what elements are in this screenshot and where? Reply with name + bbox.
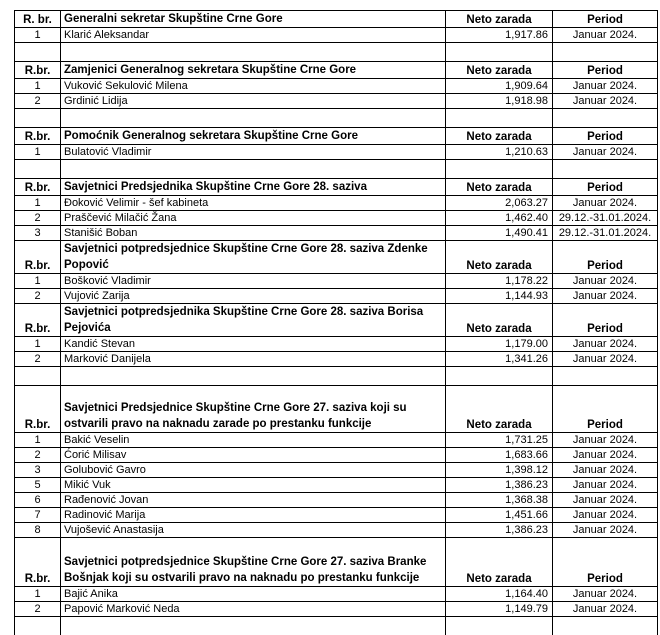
section-header [15,241,658,274]
row-number: 3 [15,226,61,241]
period-header: Period [553,128,658,145]
spacer-cell [446,367,553,386]
section-spacer [15,160,658,179]
spacer-cell [553,160,658,179]
period-value: Januar 2024. [553,289,658,304]
row-number: 2 [15,448,61,463]
period-value: Januar 2024. [553,274,658,289]
table-row [15,145,658,160]
spacer-cell [15,109,61,128]
period-header: Period [553,11,658,28]
section-spacer [15,109,658,128]
table-row [15,289,658,304]
employee-name: Stanišić Boban [61,226,446,241]
period-value: Januar 2024. [553,493,658,508]
section-header [15,386,658,433]
row-number: 1 [15,145,61,160]
spacer-cell [446,109,553,128]
net-salary: 1,386.23 [446,478,553,493]
row-number: 2 [15,289,61,304]
net-salary: 1,386.23 [446,523,553,538]
table-row [15,79,658,94]
employee-name: Kandić Stevan [61,337,446,352]
section-title: Zamjenici Generalnog sekretara Skupštine Crne Gore [61,62,446,79]
section-title: Savjetnici potpredsjednice Skupštine Crne Gore 28. saziva Zdenke Popović [61,241,446,274]
section-spacer [15,367,658,386]
table-row [15,211,658,226]
period-value: 29.12.-31.01.2024. [553,211,658,226]
spacer-cell [61,109,446,128]
rbr-header: R.br. [15,62,61,79]
period-header: Period [553,241,658,274]
neto-header: Neto zarada [446,62,553,79]
spacer-cell [61,367,446,386]
period-value: Januar 2024. [553,145,658,160]
row-number: 5 [15,478,61,493]
section-title: Pomoćnik Generalnog sekretara Skupštine Crne Gore [61,128,446,145]
row-number: 2 [15,211,61,226]
employee-name: Klarić Aleksandar [61,28,446,43]
net-salary: 1,178.22 [446,274,553,289]
section-header [15,128,658,145]
employee-name: Golubović Gavro [61,463,446,478]
net-salary: 1,918.98 [446,94,553,109]
table-row [15,352,658,367]
section-title: Savjetnici potpredsjednice Skupštine Crne Gore 27. saziva Branke Bošnjak koji su ostvarili pravo na naknadu po prestanku funkcije [61,538,446,587]
period-value: Januar 2024. [553,28,658,43]
period-value: 29.12.-31.01.2024. [553,226,658,241]
table-row [15,602,658,617]
spacer-cell [446,160,553,179]
rbr-header: R. br. [15,11,61,28]
period-value: Januar 2024. [553,508,658,523]
neto-header: Neto zarada [446,386,553,433]
period-header: Period [553,179,658,196]
table-row [15,226,658,241]
table-row [15,274,658,289]
employee-name: Radinović Marija [61,508,446,523]
spacer-cell [15,160,61,179]
spacer-cell [553,43,658,62]
net-salary: 1,490.41 [446,226,553,241]
employee-name: Đoković Velimir - šef kabineta [61,196,446,211]
section-header [15,62,658,79]
period-value: Januar 2024. [553,79,658,94]
period-value: Januar 2024. [553,352,658,367]
table-row [15,523,658,538]
employee-name: Bulatović Vladimir [61,145,446,160]
table-row [15,337,658,352]
employee-name: Bošković Vladimir [61,274,446,289]
section-header [15,11,658,28]
section-header [15,304,658,337]
period-header: Period [553,62,658,79]
section-title: Savjetnici potpredsjednika Skupštine Crne Gore 28. saziva Borisa Pejovića [61,304,446,337]
net-salary: 1,909.64 [446,79,553,94]
section-spacer [15,43,658,62]
row-number: 8 [15,523,61,538]
net-salary: 1,451.66 [446,508,553,523]
period-value: Januar 2024. [553,94,658,109]
employee-name: Vujošević Anastasija [61,523,446,538]
neto-header: Neto zarada [446,179,553,196]
table-row [15,508,658,523]
row-number: 1 [15,79,61,94]
rbr-header: R.br. [15,241,61,274]
employee-name: Ćorić Milisav [61,448,446,463]
net-salary: 1,149.79 [446,602,553,617]
spacer-cell [15,43,61,62]
spacer-cell [15,367,61,386]
net-salary: 1,144.93 [446,289,553,304]
section-header [15,179,658,196]
row-number: 1 [15,274,61,289]
spacer-cell [61,160,446,179]
row-number: 3 [15,463,61,478]
table-row [15,448,658,463]
table-row [15,433,658,448]
net-salary: 1,917.86 [446,28,553,43]
table-row [15,196,658,211]
period-value: Januar 2024. [553,523,658,538]
period-value: Januar 2024. [553,602,658,617]
row-number: 6 [15,493,61,508]
net-salary: 1,368.38 [446,493,553,508]
row-number: 2 [15,94,61,109]
rbr-header: R.br. [15,538,61,587]
period-value: Januar 2024. [553,448,658,463]
net-salary: 1,164.40 [446,587,553,602]
period-value: Januar 2024. [553,587,658,602]
employee-name: Praščević Milačić Žana [61,211,446,226]
employee-name: Vuković Sekulović Milena [61,79,446,94]
employee-name: Bakić Veselin [61,433,446,448]
section-title: Savjetnici Predsjednice Skupštine Crne Gore 27. saziva koji su ostvarili pravo na naknadu zarade po prestanku funkcije [61,386,446,433]
rbr-header: R.br. [15,304,61,337]
period-header: Period [553,538,658,587]
employee-name: Bajić Anika [61,587,446,602]
spacer-cell [61,43,446,62]
row-number: 1 [15,433,61,448]
period-header: Period [553,386,658,433]
net-salary: 1,462.40 [446,211,553,226]
net-salary: 1,683.66 [446,448,553,463]
employee-name: Vujović Zarija [61,289,446,304]
neto-header: Neto zarada [446,11,553,28]
period-value: Januar 2024. [553,478,658,493]
net-salary: 1,341.26 [446,352,553,367]
rbr-header: R.br. [15,128,61,145]
row-number: 7 [15,508,61,523]
period-header: Period [553,304,658,337]
salary-table [14,10,658,635]
period-value: Januar 2024. [553,433,658,448]
row-number: 1 [15,196,61,211]
table-row [15,587,658,602]
table-row [15,493,658,508]
row-number: 1 [15,587,61,602]
employee-name: Mikić Vuk [61,478,446,493]
row-number: 2 [15,352,61,367]
table-row [15,94,658,109]
spacer-cell [446,43,553,62]
neto-header: Neto zarada [446,128,553,145]
table-row [15,478,658,493]
neto-header: Neto zarada [446,241,553,274]
spacer-cell [553,109,658,128]
employee-name: Grdinić Lidija [61,94,446,109]
net-salary: 1,731.25 [446,433,553,448]
row-number: 1 [15,337,61,352]
section-title: Generalni sekretar Skupštine Crne Gore [61,11,446,28]
net-salary: 1,210.63 [446,145,553,160]
net-salary: 2,063.27 [446,196,553,211]
rbr-header: R.br. [15,386,61,433]
period-value: Januar 2024. [553,196,658,211]
row-number: 2 [15,602,61,617]
row-number: 1 [15,28,61,43]
table-row [15,28,658,43]
net-salary: 1,398.12 [446,463,553,478]
neto-header: Neto zarada [446,538,553,587]
period-value: Januar 2024. [553,337,658,352]
employee-name: Papović Marković Neda [61,602,446,617]
spacer-cell [553,367,658,386]
section-title: Savjetnici Predsjednika Skupštine Crne Gore 28. saziva [61,179,446,196]
table-row [15,463,658,478]
employee-name: Marković Danijela [61,352,446,367]
neto-header: Neto zarada [446,304,553,337]
rbr-header: R.br. [15,179,61,196]
net-salary: 1,179.00 [446,337,553,352]
employee-name: Rađenović Jovan [61,493,446,508]
section-header [15,538,658,587]
period-value: Januar 2024. [553,463,658,478]
